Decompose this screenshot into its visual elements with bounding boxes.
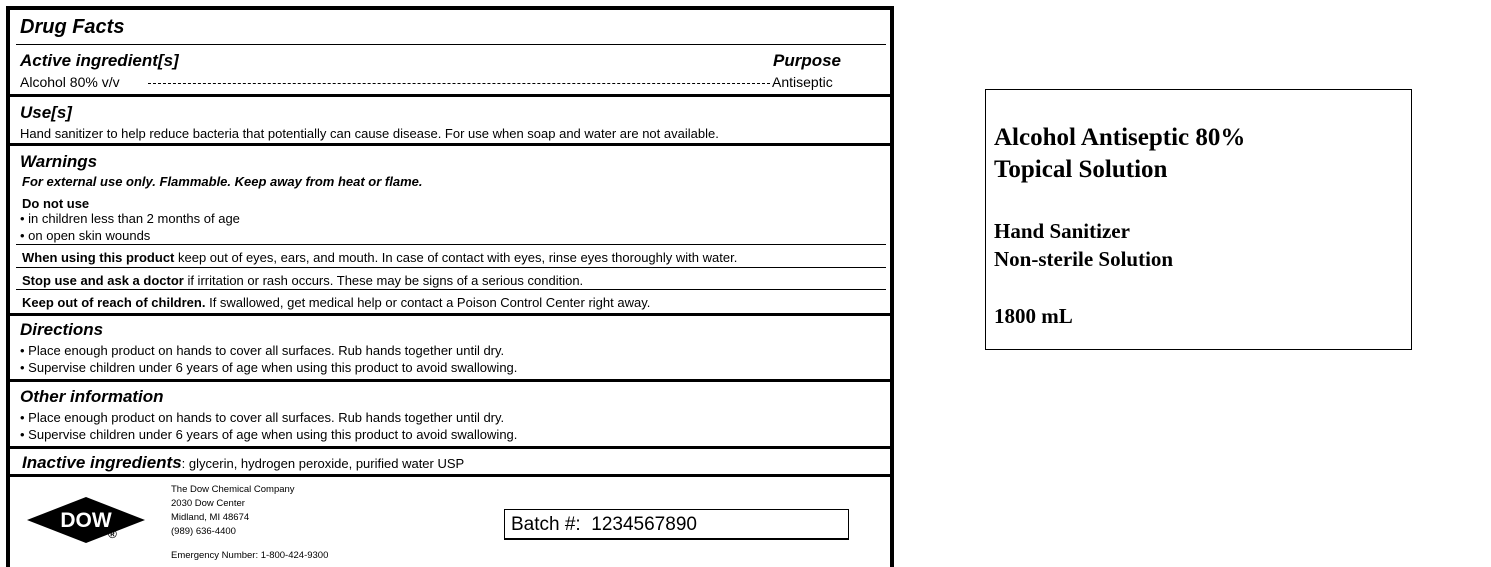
company-address-1: 2030 Dow Center [171,498,245,509]
when-using-text: keep out of eyes, ears, and mouth. In case of contact with eyes, rinse eyes thoroughly with water. [174,250,738,265]
keep-out-line [22,295,650,310]
warnings-header: Warnings [20,152,98,171]
emergency-number: Emergency Number: 1-800-424-9300 [171,550,329,561]
divider [10,446,890,449]
drug-facts-panel [6,6,894,567]
uses-text: Hand sanitizer to help reduce bacteria that potentially can cause disease. For use when soap and water are not available. [20,126,719,141]
divider [10,313,890,316]
dow-logo [27,497,145,543]
do-not-use-item: • in children less than 2 months of age [20,211,240,226]
divider [10,94,890,97]
dow-logo-text: DOW [60,509,112,532]
directions-header: Directions [20,320,104,339]
divider [16,244,886,245]
company-address-2: Midland, MI 48674 [171,512,250,523]
inactive-ingredients-header: Inactive ingredients [22,453,182,472]
batch-number: 1234567890 [591,514,697,535]
product-volume: 1800 mL [994,304,1073,328]
divider [16,44,886,45]
stop-use-line [22,273,583,288]
stop-use-text: if irritation or rash occurs. These may be signs of a serious condition. [183,273,584,288]
other-info-item: • Place enough product on hands to cover all surfaces. Rub hands together until dry. [20,410,505,425]
purpose-value: Antiseptic [772,74,833,90]
company-phone: (989) 636-4400 [171,526,236,537]
uses-header: Use[s] [20,103,72,122]
inactive-ingredients-line [22,453,464,473]
divider [10,379,890,382]
batch-label: Batch #: [511,514,581,535]
batch-box [504,509,849,540]
drug-facts-title: Drug Facts [20,16,125,38]
directions-item: • Supervise children under 6 years of age when using this product to avoid swallowing. [20,360,518,375]
product-type: Hand Sanitizer [994,219,1130,243]
divider [16,289,886,290]
active-ingredient-header: Active ingredient[s] [20,51,179,70]
divider [10,474,890,477]
registered-mark: ® [108,527,117,541]
dot-leader [148,83,770,84]
company-name: The Dow Chemical Company [171,484,295,495]
when-using-label: When using this product [22,250,175,265]
purpose-header: Purpose [773,51,842,70]
do-not-use-item: • on open skin wounds [20,228,151,243]
product-label [985,89,1412,350]
do-not-use-label: Do not use [22,196,90,211]
warnings-subtitle: For external use only. Flammable. Keep away from heat or flame. [22,174,423,189]
stop-use-label: Stop use and ask a doctor [22,273,184,288]
keep-out-text: If swallowed, get medical help or contact a Poison Control Center right away. [205,295,651,310]
product-form: Topical Solution [994,156,1168,183]
other-info-header: Other information [20,387,164,406]
directions-item: • Place enough product on hands to cover all surfaces. Rub hands together until dry. [20,343,505,358]
inactive-ingredients-text: : glycerin, hydrogen peroxide, purified water USP [181,456,465,471]
divider [16,267,886,268]
divider [10,143,890,146]
other-info-item: • Supervise children under 6 years of age when using this product to avoid swallowing. [20,427,518,442]
when-using-line [22,250,737,265]
active-ingredient-value: Alcohol 80% v/v [20,74,120,90]
product-sterility: Non-sterile Solution [994,247,1174,271]
keep-out-label: Keep out of reach of children. [22,295,206,310]
product-name: Alcohol Antiseptic 80% [994,124,1246,151]
